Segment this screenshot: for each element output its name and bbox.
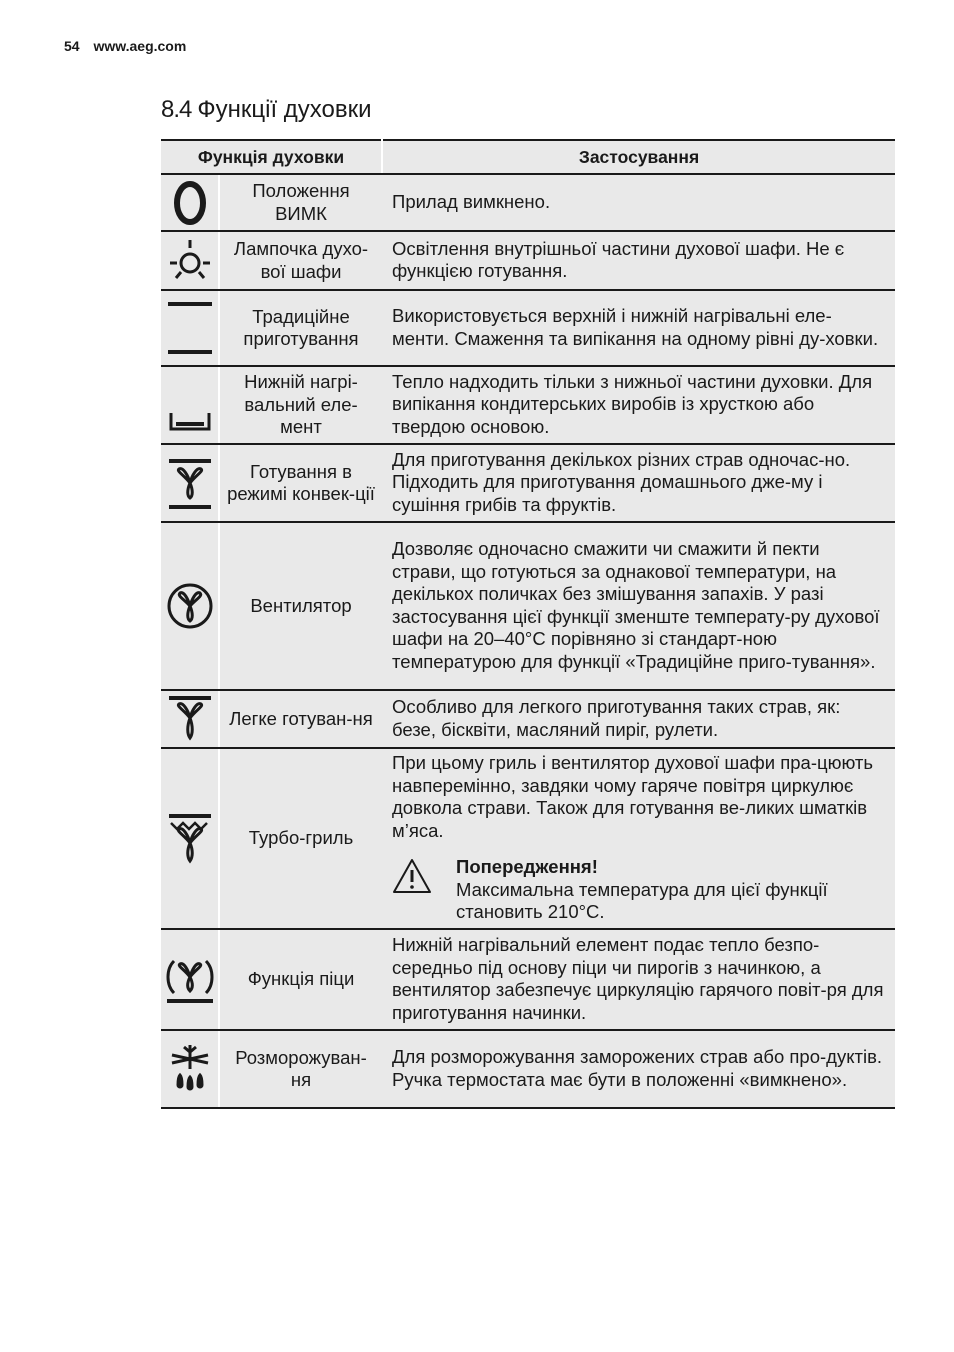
table-row bbox=[161, 290, 895, 366]
function-description: Освітлення внутрішньої частини духової шафи. Не є функцією готування. bbox=[382, 231, 895, 290]
section-title bbox=[161, 96, 372, 124]
function-name: Положення ВИМК bbox=[219, 174, 382, 231]
function-name: Традиційне приготування bbox=[219, 290, 382, 366]
table-row bbox=[161, 690, 895, 748]
function-name: Нижній нагрі-вальний еле-мент bbox=[219, 366, 382, 444]
table-row bbox=[161, 231, 895, 290]
oven-functions-table bbox=[161, 139, 895, 1109]
fan-icon bbox=[161, 581, 218, 631]
function-name: Функція піци bbox=[219, 929, 382, 1030]
top-bottom-heat-icon bbox=[161, 300, 218, 356]
table-row bbox=[161, 929, 895, 1030]
page-header bbox=[64, 38, 186, 54]
function-description: Нижній нагрівальний елемент подає тепло безпо-середньо під основу піци чи пирогів з начинкою, а вентилятор забезпечує циркуляцію гарячого повіт-ря для приготування начинки. bbox=[382, 929, 895, 1030]
table-row bbox=[161, 444, 895, 522]
function-description: Прилад вимкнено. bbox=[382, 174, 895, 231]
warning-icon bbox=[392, 877, 432, 898]
lamp-icon bbox=[161, 237, 218, 285]
function-name: Розморожуван-ня bbox=[219, 1030, 382, 1108]
function-description: Особливо для легкого приготування таких страв, як: безе, бісквіти, масляний пиріг, рулети. bbox=[382, 690, 895, 748]
defrost-icon bbox=[161, 1043, 218, 1095]
function-name: Турбо-гриль bbox=[219, 748, 382, 929]
warning-title: Попередження! bbox=[456, 856, 598, 878]
function-name: Готування в режимі конвек-ції bbox=[219, 444, 382, 522]
section-number: 8.4 bbox=[161, 96, 192, 123]
table-row bbox=[161, 174, 895, 231]
table-header-row bbox=[161, 140, 895, 174]
function-description: Дозволяє одночасно смажити чи смажити й пекти страви, що готуються за однакової температури, на декількох поличках без змішування запахів. У разі застосування цієї функції зменште температу-ру духової шафи на 20–40°C порівняно зі стандарт-ною температурою для функції «Традиційне приго-тування». bbox=[382, 522, 895, 690]
function-description: Для приготування декількох різних страв одночас-но. Підходить для приготування домашнього дже-му і сушіння грибів та фруктів. bbox=[382, 444, 895, 522]
table-row bbox=[161, 748, 895, 929]
pizza-icon bbox=[161, 955, 218, 1005]
function-name: Легке готуван-ня bbox=[219, 690, 382, 748]
table-row bbox=[161, 366, 895, 444]
light-cooking-icon bbox=[161, 694, 218, 744]
function-description: Тепло надходить тільки з нижньої частини духовки. Для випікання кондитерських виробів із хрусткою або твердою основою. bbox=[382, 366, 895, 444]
function-description: Для розморожування заморожених страв або про-дуктів. Ручка термостата має бути в положенні «вимкнено». bbox=[382, 1030, 895, 1108]
header-url[interactable]: www.aeg.com bbox=[93, 38, 187, 54]
page-number: 54 bbox=[64, 38, 80, 54]
column-header-function: Функція духовки bbox=[161, 140, 382, 174]
function-name: Лампочка духо-вої шафи bbox=[219, 231, 382, 290]
table-row bbox=[161, 1030, 895, 1108]
function-name: Вентилятор bbox=[219, 522, 382, 690]
warning-text: Максимальна температура для цієї функції становить 210°C. bbox=[456, 878, 828, 923]
turbo-grill-icon bbox=[161, 813, 218, 865]
table-row bbox=[161, 522, 895, 690]
convection-icon bbox=[161, 455, 218, 511]
bottom-heat-icon bbox=[161, 377, 218, 433]
column-header-usage: Застосування bbox=[382, 140, 895, 174]
off-zero-icon bbox=[161, 178, 218, 228]
function-description: Використовується верхній і нижній нагрівальні еле-менти. Смаження та випікання на одному рівні ду-ховки. bbox=[382, 290, 895, 366]
section-title-text: Функції духовки bbox=[197, 96, 372, 123]
function-description: При цьому гриль і вентилятор духової шафи пра-цюють навперемінно, завдяки чому гаряче повітря циркулює довкола страви. Також для готування ве-ликих шматків м’яса. bbox=[392, 752, 874, 841]
warning-box bbox=[392, 856, 885, 924]
